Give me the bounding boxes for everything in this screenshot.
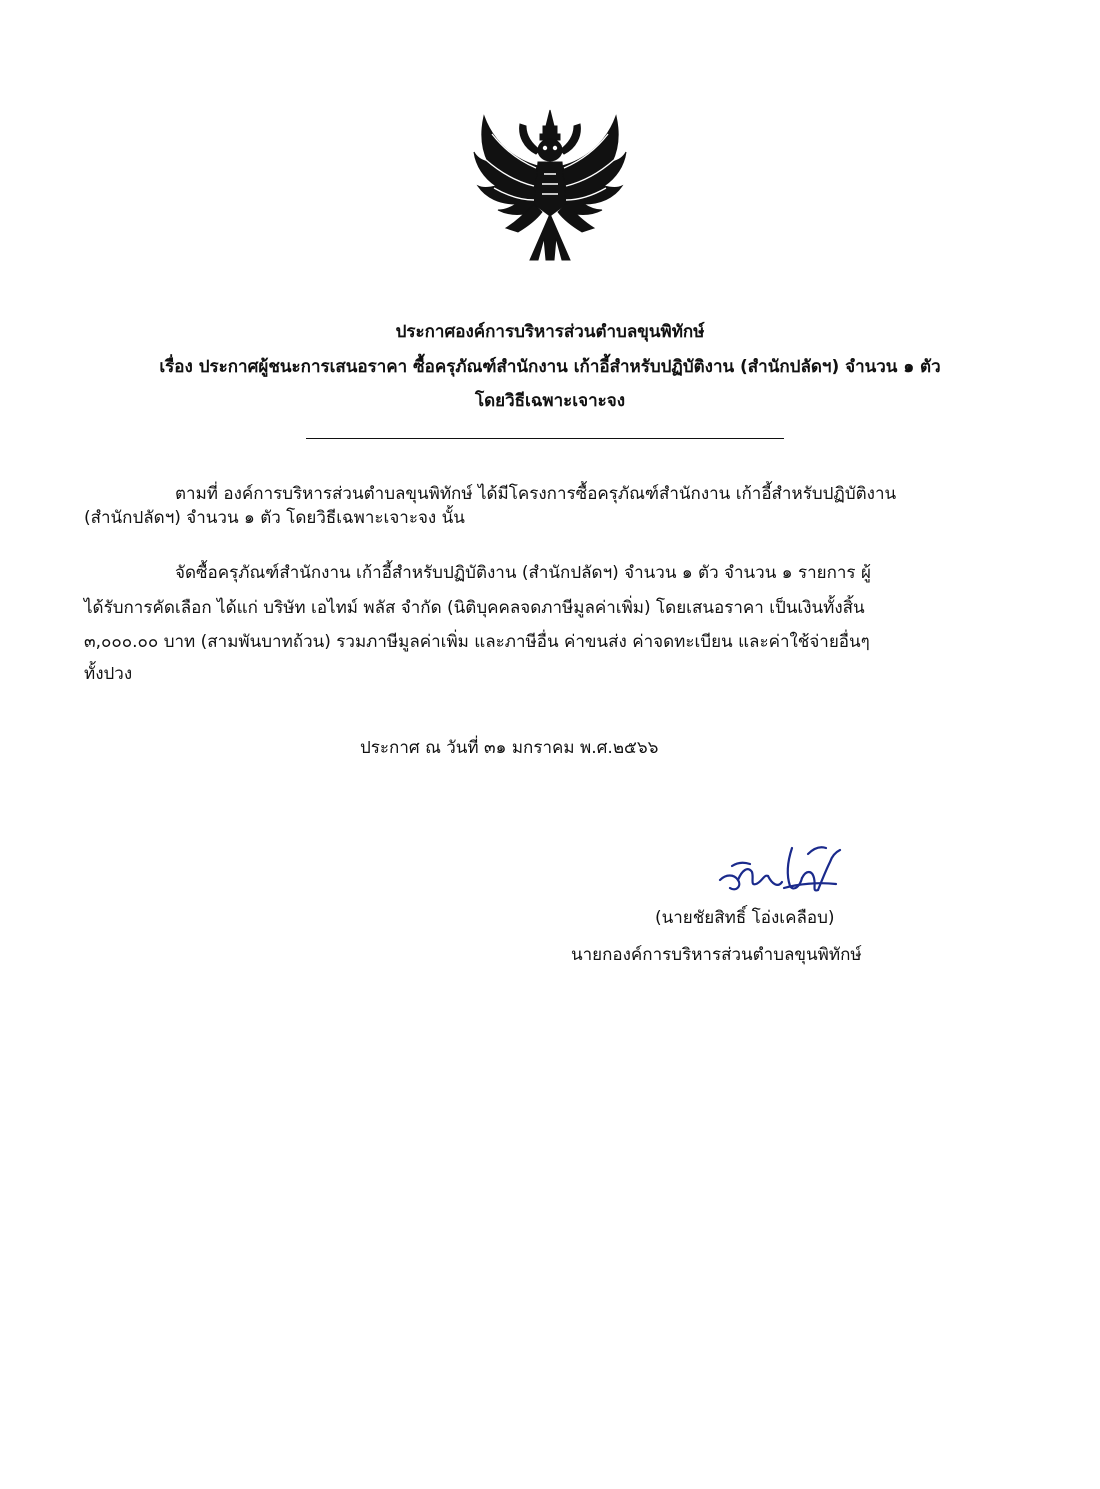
paragraph-1-line-2: (สำนักปลัดฯ) จำนวน ๑ ตัว โดยวิธีเฉพาะเจาะจง นั้น bbox=[84, 508, 465, 528]
announcement-title: ประกาศองค์การบริหารส่วนตำบลขุนพิทักษ์ bbox=[395, 322, 705, 342]
paragraph-2-line-3: ๓,๐๐๐.๐๐ บาท (สามพันบาทถ้วน) รวมภาษีมูลค่าเพิ่ม และภาษีอื่น ค่าขนส่ง ค่าจดทะเบียน และค่าใช้จ่ายอื่นๆ bbox=[84, 632, 870, 652]
handwritten-signature bbox=[708, 840, 858, 902]
announcement-subject: เรื่อง ประกาศผู้ชนะการเสนอราคา ซื้อครุภัณฑ์สำนักงาน เก้าอี้สำหรับปฏิบัติงาน (สำนักปลัดฯ) จำนวน ๑ ตัว bbox=[159, 357, 941, 377]
garuda-emblem-icon bbox=[472, 104, 628, 264]
paragraph-2-line-4: ทั้งปวง bbox=[84, 664, 133, 684]
title-divider bbox=[306, 438, 784, 439]
signatory-name: (นายชัยสิทธิ์ โอ่งเคลือบ) bbox=[655, 908, 835, 928]
procurement-method: โดยวิธีเฉพาะเจาะจง bbox=[474, 391, 626, 411]
paragraph-1-line-1: ตามที่ องค์การบริหารส่วนตำบลขุนพิทักษ์ ได้มีโครงการซื้อครุภัณฑ์สำนักงาน เก้าอี้สำหรับปฏิบัติงาน bbox=[175, 484, 897, 504]
announcement-date: ประกาศ ณ วันที่ ๓๑ มกราคม พ.ศ.๒๕๖๖ bbox=[360, 738, 659, 758]
signatory-title: นายกองค์การบริหารส่วนตำบลขุนพิทักษ์ bbox=[571, 945, 862, 965]
paragraph-2-line-1: จัดซื้อครุภัณฑ์สำนักงาน เก้าอี้สำหรับปฏิบัติงาน (สำนักปลัดฯ) จำนวน ๑ ตัว จำนวน ๑ รายการ ผู้ bbox=[175, 563, 871, 583]
paragraph-2-line-2: ได้รับการคัดเลือก ได้แก่ บริษัท เอไทม์ พลัส จำกัด (นิติบุคคลจดภาษีมูลค่าเพิ่ม) โดยเสนอราคา เป็นเงินทั้งสิ้น bbox=[84, 598, 865, 618]
